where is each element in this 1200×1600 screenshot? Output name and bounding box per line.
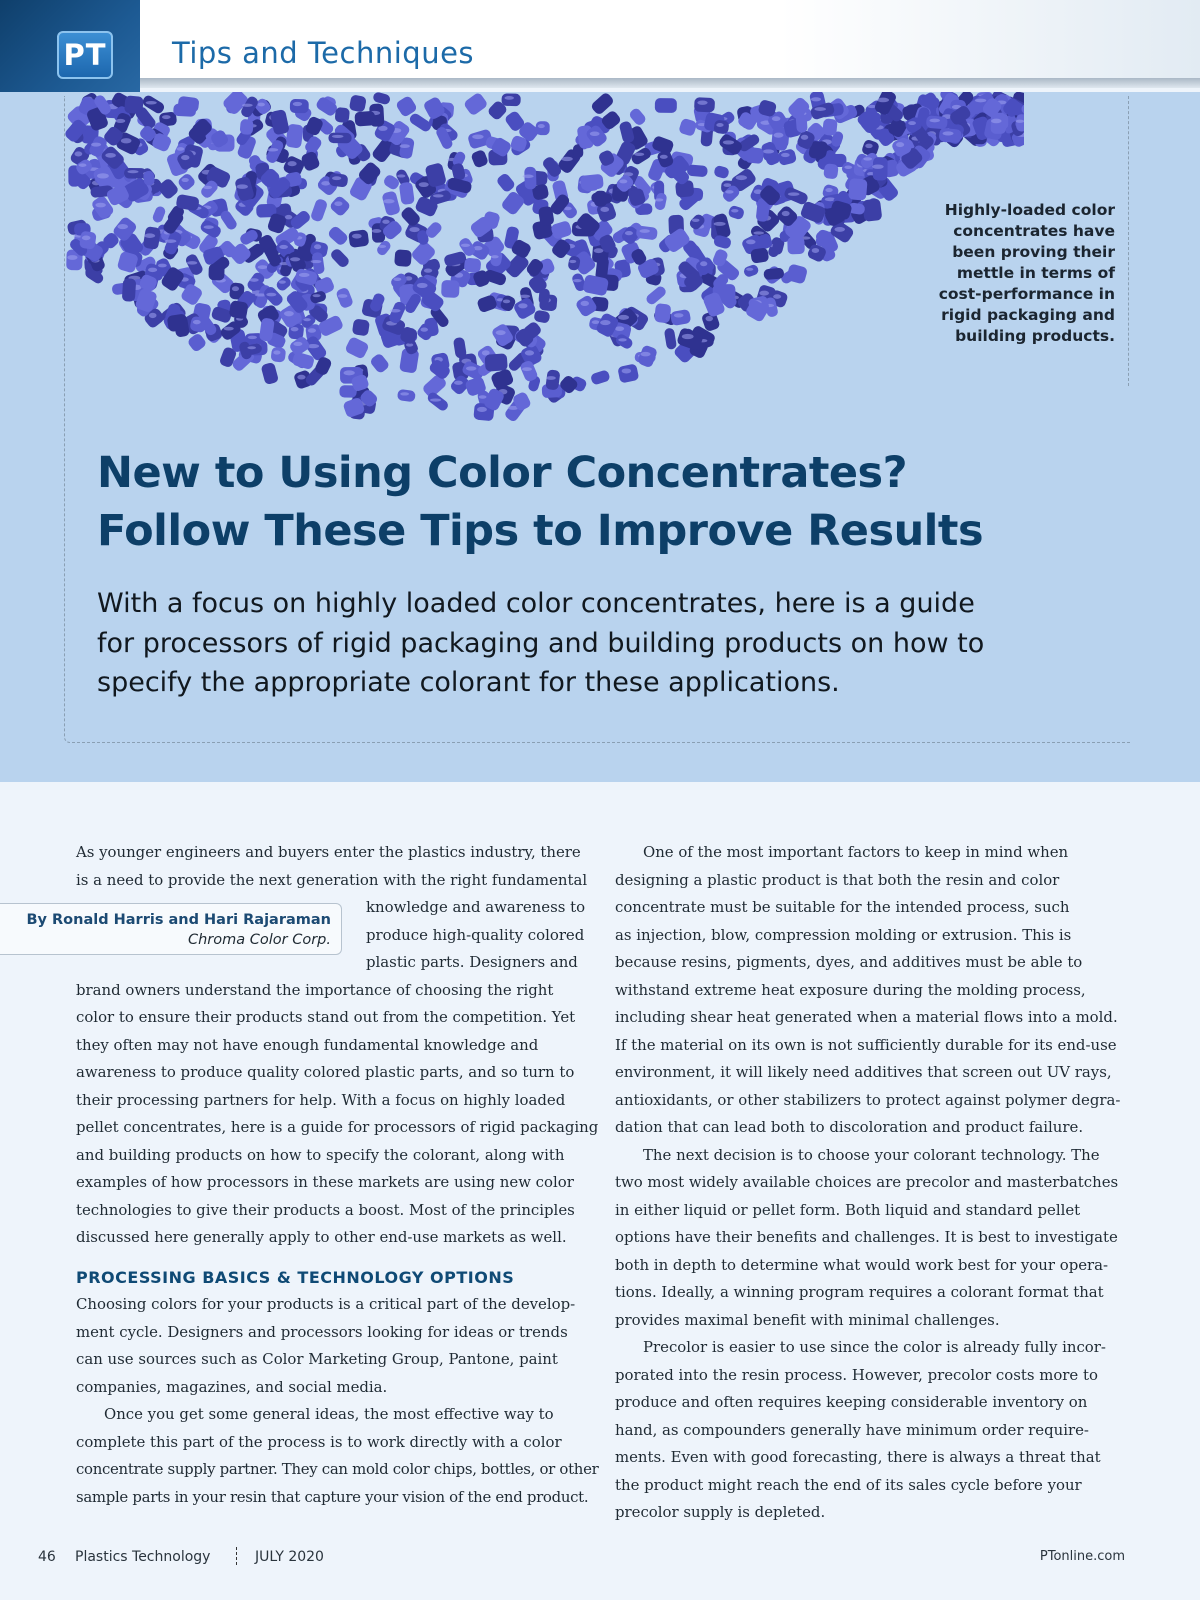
body-line: options have their benefits and challenges. It is best to investigate [615, 1228, 1118, 1246]
body-line: provides maximal benefit with minimal challenges. [615, 1310, 1000, 1329]
body-line: they often may not have enough fundamental knowledge and [76, 1035, 539, 1054]
deck-line: for processors of rigid packaging and building products on how to [97, 627, 985, 659]
body-line: awareness to produce quality colored plastic parts, and so turn to [76, 1063, 575, 1081]
page-footer [0, 1545, 1200, 1575]
body-line: hand, as compounders generally have minimum order require- [615, 1420, 1089, 1439]
section-subhead: PROCESSING BASICS & TECHNOLOGY OPTIONS [76, 1267, 515, 1287]
page-number: 46 [38, 1549, 56, 1565]
body-line: in either liquid or pellet form. Both liquid and standard pellet [615, 1200, 1081, 1219]
body-line: sample parts in your resin that capture your vision of the end product. [76, 1487, 589, 1506]
body-line: both in depth to determine what would work best for your opera- [615, 1255, 1109, 1274]
body-line: ment cycle. Designers and processors looking for ideas or trends [76, 1322, 568, 1341]
body-line: as injection, blow, compression molding or extrusion. This is [615, 925, 1072, 944]
headline-line: New to Using Color Concentrates? [97, 448, 908, 498]
body-line: Precolor is easier to use since the color is already fully incor- [643, 1338, 1106, 1356]
image-caption: Highly-loaded color concentrates have been proving their mettle in terms of cost-performance in rigid packaging and building products. [938, 201, 1115, 345]
byline-company: Chroma Color Corp. [187, 932, 331, 948]
body-line: The next decision is to choose your colorant technology. The [643, 1145, 1100, 1164]
byline-box [0, 903, 342, 955]
body-line: companies, magazines, and social media. [76, 1377, 388, 1396]
pt-logo: PT [57, 31, 113, 79]
website-url: PTonline.com [1039, 1549, 1125, 1564]
body-line: Choosing colors for your products is a critical part of the develop- [76, 1295, 576, 1313]
issue-date: JULY 2020 [255, 1549, 324, 1565]
body-line: Once you get some general ideas, the most effective way to [104, 1405, 554, 1423]
byline-authors: By Ronald Harris and Hari Rajaraman [26, 912, 331, 928]
body-line: concentrate supply partner. They can mold color chips, bottles, or other [76, 1460, 599, 1478]
body-line: concentrate must be suitable for the intended process, such [615, 898, 1070, 916]
body-line: pellet concentrates, here is a guide for processors of rigid packaging [76, 1118, 599, 1136]
header-shadow [140, 78, 1200, 88]
deck-line: specify the appropriate colorant for these applications. [97, 667, 840, 698]
body-line: their processing partners for help. With a focus on highly loaded [76, 1090, 566, 1109]
body-line: technologies to give their products a boost. Most of the principles [76, 1200, 575, 1219]
body-line: because resins, pigments, dyes, and additives must be able to [615, 953, 1083, 971]
body-line: environment, it will likely need additives that screen out UV rays, [615, 1063, 1112, 1081]
body-line: dation that can lead both to discoloration and product failure. [615, 1118, 1084, 1136]
body-line: ments. Even with good forecasting, there is always a threat that [615, 1448, 1101, 1466]
magazine-name: Plastics Technology [75, 1549, 211, 1565]
section-title: Tips and Techniques [172, 36, 475, 70]
body-line: tions. Ideally, a winning program requires a colorant format that [615, 1283, 1104, 1301]
hero-frame-right [1128, 96, 1129, 386]
article-headline [97, 444, 1097, 560]
body-line: One of the most important factors to keep in mind when [643, 843, 1069, 861]
headline-line: Follow These Tips to Improve Results [97, 506, 984, 556]
body-line: two most widely available choices are precolor and masterbatches [615, 1173, 1119, 1191]
body-line: and building products on how to specify the colorant, along with [76, 1145, 565, 1164]
body-line: brand owners understand the importance of choosing the right [76, 980, 554, 999]
body-line: designing a plastic product is that both the resin and color [615, 870, 1060, 889]
body-line: produce high-quality colored [366, 925, 585, 944]
body-line: If the material on its own is not sufficiently durable for its end-use [615, 1035, 1117, 1054]
body-line: withstand extreme heat exposure during the molding process, [615, 980, 1086, 999]
article-deck [97, 584, 1057, 703]
body-line: antioxidants, or other stabilizers to protect against polymer degra- [615, 1090, 1121, 1109]
body-line: porated into the resin process. However, precolor costs more to [615, 1365, 1098, 1384]
body-line: including shear heat generated when a material flows into a mold. [615, 1008, 1118, 1026]
body-line: As younger engineers and buyers enter the plastics industry, there [76, 843, 581, 861]
body-line: discussed here generally apply to other end-use markets as well. [76, 1228, 567, 1246]
body-line: complete this part of the process is to work directly with a color [76, 1432, 562, 1451]
right-column [615, 839, 1127, 1527]
body-line: produce and often requires keeping considerable inventory on [615, 1393, 1088, 1411]
body-line: color to ensure their products stand out from the competition. Yet [76, 1008, 576, 1026]
body-line: can use sources such as Color Marketing Group, Pantone, paint [76, 1350, 558, 1368]
deck-line: With a focus on highly loaded color concentrates, here is a guide [97, 588, 975, 619]
footer-separator [236, 1547, 237, 1565]
body-line: examples of how processors in these markets are using new color [76, 1173, 574, 1191]
body-line: plastic parts. Designers and [366, 953, 578, 971]
body-line: precolor supply is depleted. [615, 1503, 826, 1521]
body-line: knowledge and awareness to [366, 898, 586, 916]
body-line: is a need to provide the next generation with the right fundamental [76, 870, 588, 889]
logo-block [0, 0, 140, 105]
body-line: the product might reach the end of its sales cycle before your [615, 1475, 1082, 1494]
